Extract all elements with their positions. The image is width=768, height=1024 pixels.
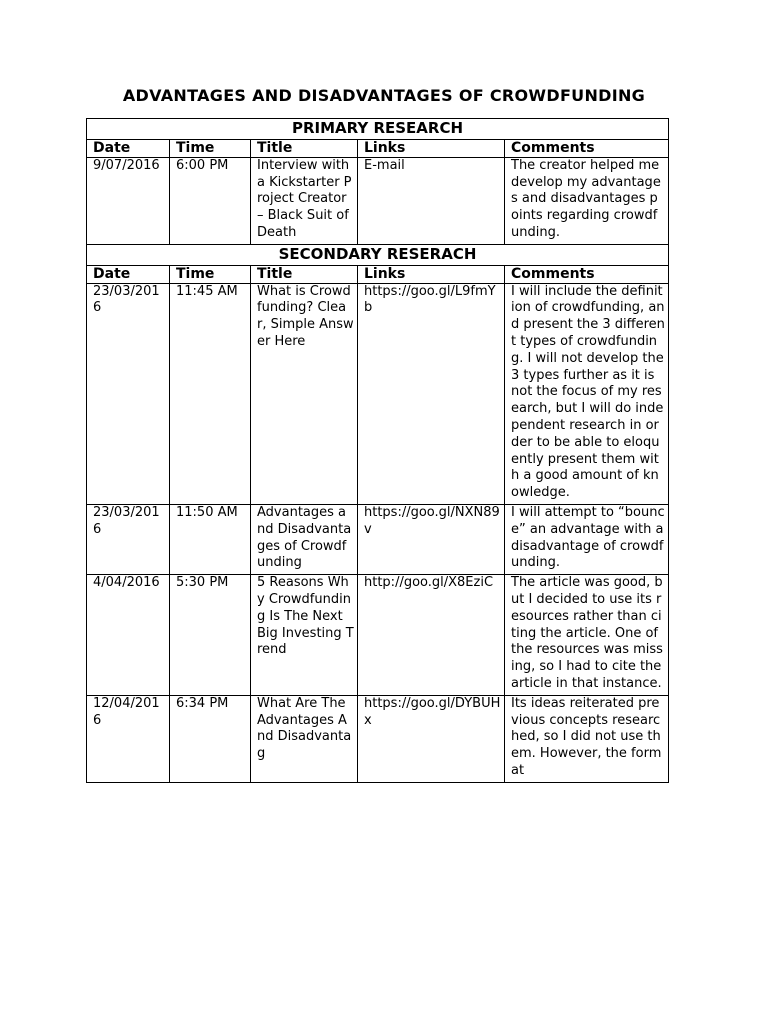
cell-time: 6:34 PM [170, 695, 251, 782]
cell-comments: I will include the definition of crowdfunding, and present the 3 different types of crowdfunding. I will not develop the 3 types further as it is not the focus of my research, but I will do independent research in order to be able to eloquently present them with a good amount of knowledge. [505, 283, 669, 504]
column-header-title: Title [251, 140, 358, 158]
column-header-date: Date [87, 265, 170, 283]
cell-date: 23/03/2016 [87, 283, 170, 504]
cell-date: 23/03/2016 [87, 504, 170, 574]
cell-date: 4/04/2016 [87, 575, 170, 696]
cell-comments: The creator helped me develop my advantages and disadvantages points regarding crowdfunding. [505, 157, 669, 244]
column-header-time: Time [170, 265, 251, 283]
column-header-links: Links [358, 265, 505, 283]
cell-links: E-mail [358, 157, 505, 244]
primary-section-heading-row [87, 119, 669, 140]
cell-time: 6:00 PM [170, 157, 251, 244]
column-header-time: Time [170, 140, 251, 158]
cell-time: 11:50 AM [170, 504, 251, 574]
research-table [86, 118, 669, 783]
cell-links: https://goo.gl/L9fmYb [358, 283, 505, 504]
cell-comments: The article was good, but I decided to use its resources rather than citing the article. One of the resources was missing, so I had to cite the article in that instance. [505, 575, 669, 696]
cell-title: Interview with a Kickstarter Project Creator – Black Suit of Death [251, 157, 358, 244]
column-header-links: Links [358, 140, 505, 158]
column-header-comments: Comments [505, 140, 669, 158]
cell-links: https://goo.gl/NXN89v [358, 504, 505, 574]
column-header-date: Date [87, 140, 170, 158]
column-header-title: Title [251, 265, 358, 283]
cell-title: 5 Reasons Why Crowdfunding Is The Next Big Investing Trend [251, 575, 358, 696]
cell-comments: Its ideas reiterated previous concepts researched, so I did not use them. However, the format [505, 695, 669, 782]
cell-time: 11:45 AM [170, 283, 251, 504]
table-row [87, 575, 669, 696]
cell-links: https://goo.gl/DYBUHx [358, 695, 505, 782]
table-row [87, 157, 669, 244]
document-title: ADVANTAGES AND DISADVANTAGES OF CROWDFUNDING [122, 86, 646, 105]
column-header-comments: Comments [505, 265, 669, 283]
cell-title: What Are The Advantages And Disadvantag [251, 695, 358, 782]
cell-links: http://goo.gl/X8EziC [358, 575, 505, 696]
cell-date: 12/04/2016 [87, 695, 170, 782]
cell-comments: I will attempt to “bounce” an advantage with a disadvantage of crowdfunding. [505, 504, 669, 574]
cell-title: Advantages and Disadvantages of Crowdfunding [251, 504, 358, 574]
cell-time: 5:30 PM [170, 575, 251, 696]
cell-title: What is Crowdfunding? Clear, Simple Answer Here [251, 283, 358, 504]
table-row [87, 283, 669, 504]
primary-research-heading: PRIMARY RESEARCH [87, 119, 669, 140]
secondary-research-heading: SECONDARY RESERACH [87, 244, 669, 265]
secondary-column-headers [87, 265, 669, 283]
primary-column-headers [87, 140, 669, 158]
secondary-section-heading-row [87, 244, 669, 265]
table-row [87, 695, 669, 782]
cell-date: 9/07/2016 [87, 157, 170, 244]
table-row [87, 504, 669, 574]
